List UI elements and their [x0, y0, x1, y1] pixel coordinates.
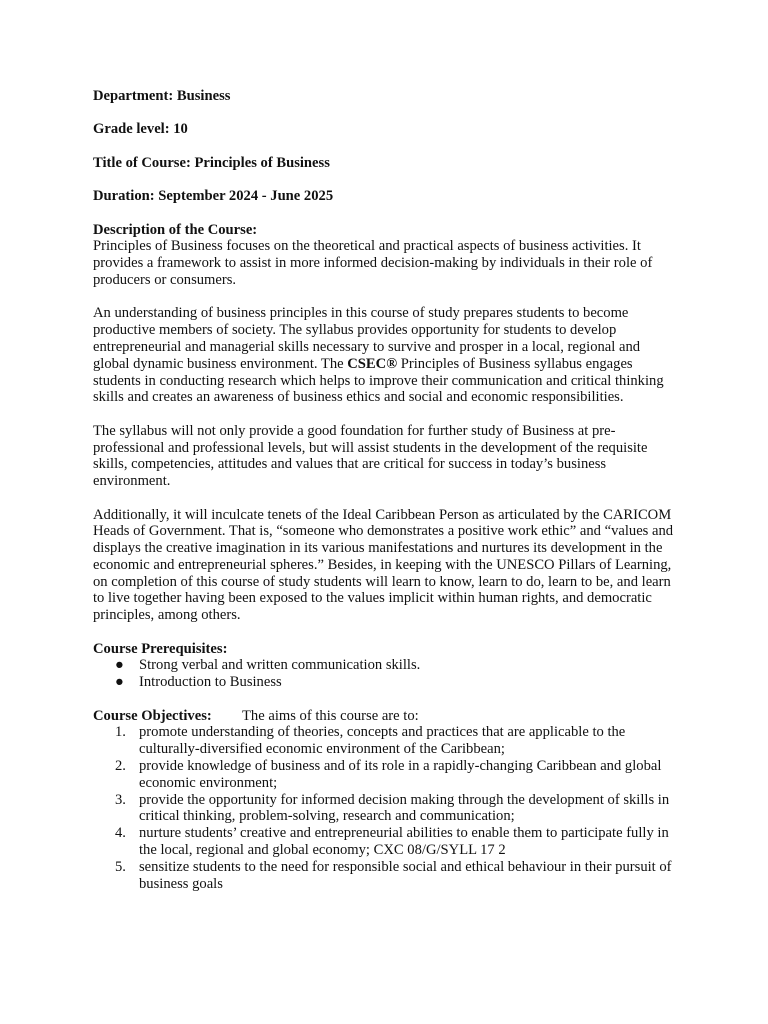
- objective-text: sensitize students to the need for responsible social and ethical behaviour in their pursuit of business goals: [139, 858, 672, 892]
- prerequisites-list: [93, 657, 678, 691]
- prerequisites-heading: Course Prerequisites:: [93, 640, 228, 657]
- description-section: [93, 222, 678, 625]
- list-item: [93, 825, 678, 859]
- objectives-intro: The aims of this course are to:: [242, 707, 419, 724]
- objective-number: 5.: [115, 858, 126, 875]
- objective-text: provide the opportunity for informed decision making through the development of skills in critical thinking, problem-solving, research and communication;: [139, 791, 670, 825]
- department-field: Department: Business: [93, 88, 231, 104]
- csec-mark: CSEC®: [347, 355, 398, 372]
- objective-text: provide knowledge of business and of its role in a rapidly-changing Caribbean and global economic environment;: [139, 758, 662, 791]
- paragraph-2-text-start: An understanding of business principles in this course of study prepares students to become productive members of society. The syllabus provides opportunity for students to develop entrepreneurial and managerial skills necessary to survive and prosper in a local, regional and global dynamic business environment. The: [93, 305, 641, 372]
- objective-number: 2.: [115, 758, 126, 775]
- description-paragraph-4: Additionally, it will inculcate tenets of the Ideal Caribbean Person as articulated by the CARICOM Heads of Government. That is, “someone who demonstrates a positive work ethic” and “values and displays the creative imagination in its various manifestations and nurtures its development in the economic and entrepreneurial spheres.” Besides, in keeping with the UNESCO Pillars of Learning, on completion of this course of study students will learn to know, learn to do, learn to be, and learn to live together having been exposed to the values implicit within human rights, and democratic principles, among others.: [93, 506, 674, 624]
- bullet-icon: ●: [115, 674, 124, 691]
- objectives-list: [93, 724, 678, 892]
- prerequisites-section: [93, 641, 678, 691]
- description-paragraph-2: [93, 305, 678, 406]
- description-paragraph-1: Principles of Business focuses on the theoretical and practical aspects of business activities. It provides a framework to assist in more informed decision-making by individuals in their role of producers or consumers.: [93, 238, 653, 288]
- prerequisite-text: Strong verbal and written communication skills.: [139, 657, 421, 674]
- grade-level-field: Grade level: 10: [93, 121, 188, 138]
- list-item: [93, 859, 678, 893]
- objective-number: 4.: [115, 825, 126, 842]
- list-item: [93, 792, 678, 826]
- duration-field: Duration: September 2024 - June 2025: [93, 188, 334, 205]
- list-item: [93, 674, 678, 691]
- objective-text: promote understanding of theories, concepts and practices that are applicable to the culturally-diversified economic environment of the Caribbean;: [139, 724, 626, 758]
- document-body: [93, 88, 678, 892]
- objectives-heading: Course Objectives:: [93, 707, 212, 724]
- objective-number: 3.: [115, 791, 126, 808]
- objectives-section: [93, 708, 678, 893]
- list-item: [93, 724, 678, 758]
- list-item: [93, 657, 678, 674]
- list-item: [93, 758, 678, 792]
- paragraph-2-text-end: Principles of Business syllabus engages students in conducting research which helps to improve their communication and critical thinking skills and creates an awareness of business ethics and social and economic responsibilities.: [93, 355, 664, 406]
- course-title-field: Title of Course: Principles of Business: [93, 154, 330, 171]
- description-paragraph-3: The syllabus will not only provide a good foundation for further study of Business at pre-professional and professional levels, but will assist students in the development of the requisite skills, competencies, attitudes and values that are critical for success in today’s business environment.: [93, 422, 648, 490]
- objective-text: nurture students’ creative and entrepreneurial abilities to enable them to participate fully in the local, regional and global economy; CXC 08/G/SYLL 17 2: [139, 825, 669, 859]
- description-heading: Description of the Course:: [93, 221, 258, 238]
- bullet-icon: ●: [115, 657, 124, 674]
- objective-number: 1.: [115, 724, 126, 741]
- prerequisite-text: Introduction to Business: [139, 674, 282, 691]
- objectives-header: [93, 708, 678, 725]
